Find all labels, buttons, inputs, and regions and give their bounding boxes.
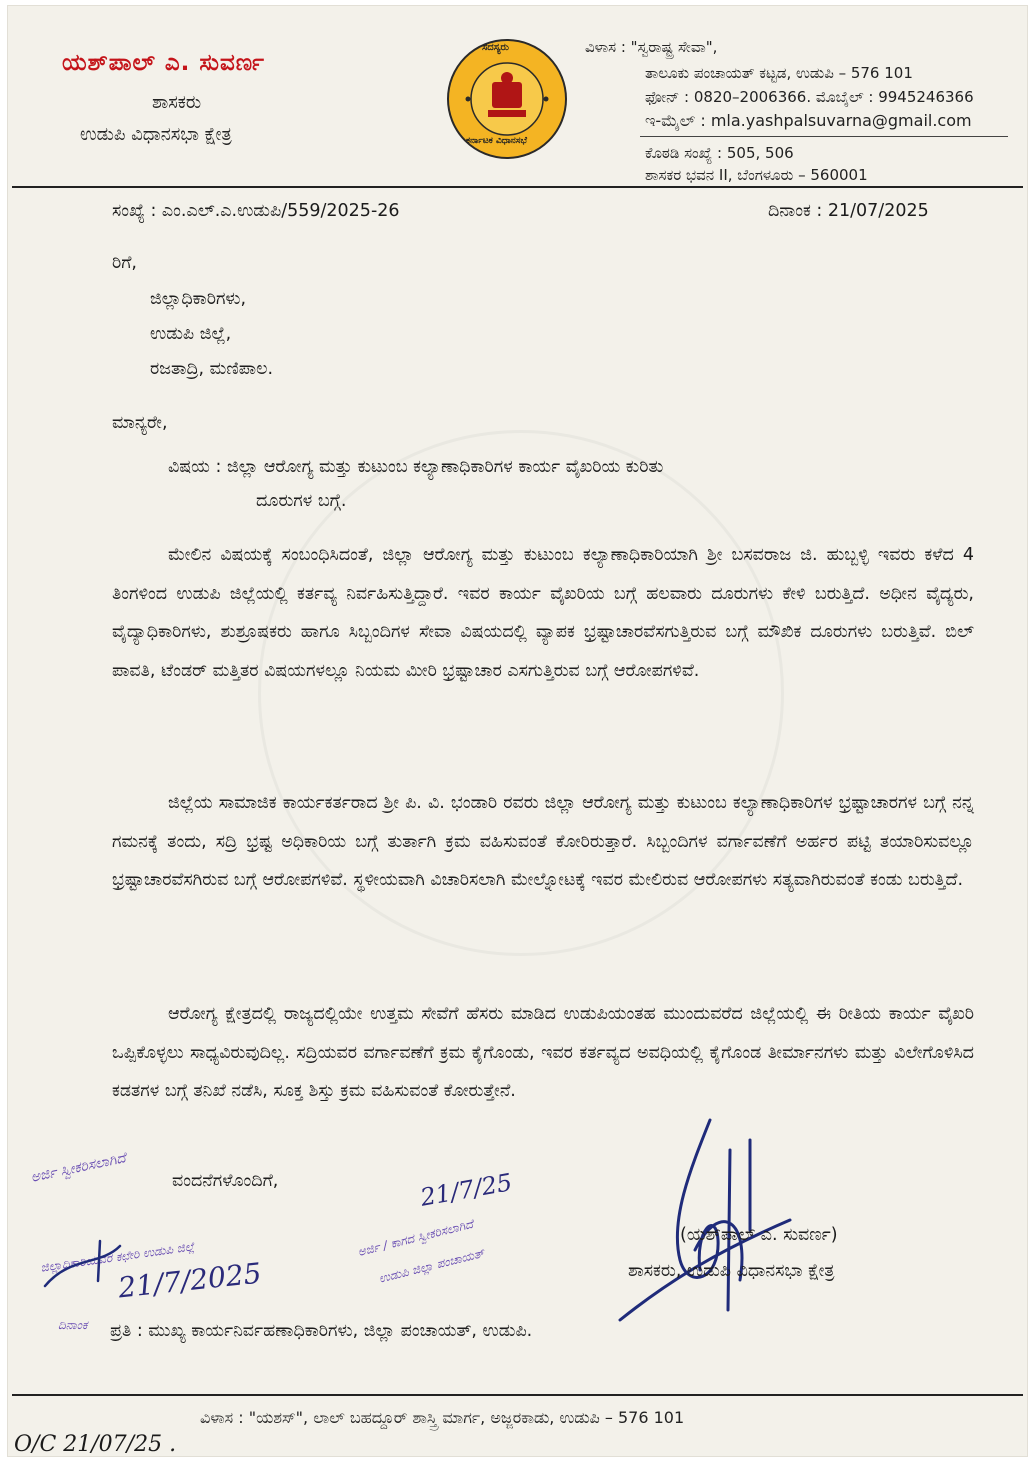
email-line: ಇ-ಮೈಲ್ : mla.yashpalsuvarna@gmail.com — [645, 111, 972, 130]
sender-constituency: ಉಡುಪಿ ವಿಧಾನಸಭಾ ಕ್ಷೇತ್ರ — [80, 124, 232, 145]
seal-text-bottom: ಕರ್ನಾಟಕ ವಿಧಾನಸಭೆ — [466, 136, 528, 146]
stamp-left-date-label: ದಿನಾಂಕ — [58, 1318, 88, 1332]
reference-number: ಸಂಖ್ಯೆ : ಎಂ.ಎಲ್.ಎ.ಉಡುಪಿ/559/2025-26 — [112, 201, 400, 221]
body-paragraph-2 — [112, 784, 974, 900]
address-line-1: ವಿಳಾಸ : "ಸ್ವರಾಷ್ಟ್ರ ಸೇವಾ", — [585, 38, 718, 56]
letter-date: ದಿನಾಂಕ : 21/07/2025 — [768, 201, 929, 221]
paragraph-3-text: ಆರೋಗ್ಯ ಕ್ಷೇತ್ರದಲ್ಲಿ ರಾಜ್ಯದಲ್ಲಿಯೇ ಉತ್ತಮ ಸೇವೆಗೆ ಹೆಸರು ಮಾಡಿದ ಉಡುಪಿಯಂತಹ ಮುಂದುವರೆದ ಜಿಲ್ಲೆಯಲ್ಲಿ ಈ ರೀತಿಯ ಕಾರ್ಯ ವೈಖರಿ ಒಪ್ಪಿಕೊಳ್ಳಲು ಸಾಧ್ಯವಿರುವುದಿಲ್ಲ. ಸದ್ರಿಯವರ ವರ್ಗಾವಣೆಗೆ ಕ್ರಮ ಕೈಗೊಂಡು, ಇವರ ಕರ್ತವ್ಯದ ಅವಧಿಯಲ್ಲಿ ಕೈಗೊಂಡ ತೀರ್ಮಾನಗಳು ಮತ್ತು ವಿಲೇಗೊಳಿಸಿದ ಕಡತಗಳ ಬಗ್ಗೆ ತನಿಖೆ ನಡೆಸಿ, ಸೂಕ್ತ ಶಿಸ್ತು ಕ್ರಮ ವಹಿಸುವಂತೆ ಕೋರುತ್ತೇನೆ. — [112, 1004, 974, 1101]
address-line-2: ತಾಲೂಕು ಪಂಚಾಯತ್ ಕಟ್ಟಡ, ಉಡುಪಿ – 576 101 — [645, 64, 913, 82]
closing: ವಂದನೆಗಳೊಂದಿಗೆ, — [172, 1171, 279, 1191]
subject-line-2: ದೂರುಗಳ ಬಗ್ಗೆ. — [256, 491, 347, 511]
header-rule — [12, 186, 1023, 188]
signatory-name: (ಯಶ್‌ಪಾಲ್ ಎ. ಸುವರ್ಣ) — [680, 1225, 838, 1245]
bhavan-line: ಶಾಸಕರ ಭವನ II, ಬೆಂಗಳೂರು – 560001 — [645, 166, 868, 184]
subject-line-1: ವಿಷಯ : ಜಿಲ್ಲಾ ಆರೋಗ್ಯ ಮತ್ತು ಕುಟುಂಬ ಕಲ್ಯಾಣಾಧಿಕಾರಿಗಳ ಕಾರ್ಯ ವೈಖರಿಯ ಕುರಿತು — [168, 457, 664, 477]
body-paragraph-1 — [112, 536, 974, 690]
stamp-left-scribble-icon — [40, 1236, 160, 1296]
footer-address: ವಿಳಾಸ : "ಯಶಸ್", ಲಾಲ್ ಬಹದ್ದೂರ್ ಶಾಸ್ತ್ರಿ ಮಾರ್ಗ, ಅಜ್ಜರಕಾಡು, ಉಡುಪಿ – 576 101 — [200, 1408, 685, 1427]
recipient-to: ರಿಗೆ, — [112, 253, 137, 273]
signatory-designation: ಶಾಸಕರು, ಉಡುಪಿ ವಿಧಾನಸಭಾ ಕ್ಷೇತ್ರ — [628, 1261, 835, 1281]
stamp-mid-date: 21/7/25 — [418, 1168, 515, 1212]
room-line: ಕೊಠಡಿ ಸಂಖ್ಯೆ : 505, 506 — [645, 144, 794, 162]
stamp-mid-line-2: ಉಡುಪಿ ಜಿಲ್ಲಾ ಪಂಚಾಯತ್ — [377, 1246, 486, 1286]
assembly-seal — [446, 38, 568, 160]
salutation: ಮಾನ್ಯರೇ, — [112, 413, 168, 433]
seal-text-top: ಸದಸ್ಯರು — [482, 42, 509, 53]
stamp-mid-line-1: ಅರ್ಜಿ / ಕಾಗದ ಸ್ವೀಕರಿಸಲಾಗಿದೆ — [356, 1216, 475, 1260]
sender-designation: ಶಾಸಕರು — [152, 92, 202, 113]
copy-to: ಪ್ರತಿ : ಮುಖ್ಯ ಕಾರ್ಯನಿರ್ವಹಣಾಧಿಕಾರಿಗಳು, ಜಿಲ್ಲಾ ಪಂಚಾಯತ್, ಉಡುಪಿ. — [110, 1321, 533, 1341]
paragraph-1-text: ಮೇಲಿನ ವಿಷಯಕ್ಕೆ ಸಂಬಂಧಿಸಿದಂತೆ, ಜಿಲ್ಲಾ ಆರೋಗ್ಯ ಮತ್ತು ಕುಟುಂಬ ಕಲ್ಯಾಣಾಧಿಕಾರಿಯಾಗಿ ಶ್ರೀ ಬಸವರಾಜ ಜಿ. ಹುಬ್ಬಳ್ಳಿ ಇವರು ಕಳೆದ 4 ತಿಂಗಳಿಂದ ಉಡುಪಿ ಜಿಲ್ಲೆಯಲ್ಲಿ ಕರ್ತವ್ಯ ನಿರ್ವಹಿಸುತ್ತಿದ್ದಾರೆ. ಇವರ ಕಾರ್ಯ ವೈಖರಿಯ ಬಗ್ಗೆ ಹಲವಾರು ದೂರುಗಳು ಕೇಳಿ ಬರುತ್ತಿದೆ. ಅಧೀನ ವೈದ್ಯರು, ವೈದ್ಯಾಧಿಕಾರಿಗಳು, ಶುಶ್ರೂಷಕರು ಹಾಗೂ ಸಿಬ್ಬಂದಿಗಳ ಸೇವಾ ವಿಷಯದಲ್ಲಿ ವ್ಯಾಪಕ ಭ್ರಷ್ಟಾಚಾರವೆಸಗುತ್ತಿರುವ ಬಗ್ಗೆ ಮೌಖಿಕ ದೂರುಗಳು ಬರುತ್ತಿವೆ. ಬಿಲ್ ಪಾವತಿ, ಟೆಂಡರ್ ಮತ್ತಿತರ ವಿಷಯಗಳಲ್ಲೂ ನಿಯಮ ಮೀರಿ ಭ್ರಷ್ಟಾಚಾರ ಎಸಗುತ್ತಿರುವ ಬಗ್ಗೆ ಆರೋಪಗಳಿವೆ. — [112, 545, 974, 681]
stamp-left-line-2: ಜಿಲ್ಲಾಧಿಕಾರಿಯವರ ಕಛೇರಿ ಉಡುಪಿ ಜಿಲ್ಲೆ — [39, 1239, 196, 1275]
stamp-left-date: 21/7/2025 — [116, 1256, 263, 1305]
paragraph-2-text: ಜಿಲ್ಲೆಯ ಸಾಮಾಜಿಕ ಕಾರ್ಯಕರ್ತರಾದ ಶ್ರೀ ಪಿ. ವಿ. ಭಂಡಾರಿ ರವರು ಜಿಲ್ಲಾ ಆರೋಗ್ಯ ಮತ್ತು ಕುಟುಂಬ ಕಲ್ಯಾಣಾಧಿಕಾರಿಗಳ ಭ್ರಷ್ಟಾಚಾರಗಳ ಬಗ್ಗೆ ನನ್ನ ಗಮನಕ್ಕೆ ತಂದು, ಸದ್ರಿ ಭ್ರಷ್ಟ ಅಧಿಕಾರಿಯ ಬಗ್ಗೆ ತುರ್ತಾಗಿ ಕ್ರಮ ವಹಿಸುವಂತೆ ಕೋರಿರುತ್ತಾರೆ. ಸಿಬ್ಬಂದಿಗಳ ವರ್ಗಾವಣೆಗೆ ಅರ್ಹರ ಪಟ್ಟಿ ತಯಾರಿಸುವಲ್ಲೂ ಭ್ರಷ್ಟಾಚಾರವೆಸಗಿರುವ ಬಗ್ಗೆ ಆರೋಪಗಳಿವೆ. ಸ್ಥಳೀಯವಾಗಿ ವಿಚಾರಿಸಲಾಗಿ ಮೇಲ್ನೋಟಕ್ಕೆ ಇವರ ಮೇಲಿರುವ ಆರೋಪಗಳು ಸತ್ಯವಾಗಿರುವಂತೆ ಕಂಡು ಬರುತ್ತಿದೆ. — [112, 793, 974, 890]
body-paragraph-3 — [112, 995, 974, 1111]
recipient-line-2: ಉಡುಪಿ ಜಿಲ್ಲೆ, — [150, 324, 232, 344]
recipient-line-3: ರಜತಾದ್ರಿ, ಮಣಿಪಾಲ. — [150, 359, 274, 379]
address-divider — [640, 136, 1008, 137]
sender-name: ಯಶ್‌ಪಾಲ್ ಎ. ಸುವರ್ಣ — [62, 50, 265, 76]
recipient-line-1: ಜಿಲ್ಲಾಧಿಕಾರಿಗಳು, — [150, 289, 247, 309]
handwritten-note: O/C 21/07/25 . — [14, 1432, 177, 1457]
stamp-left-line-1: ಅರ್ಜಿ ಸ್ವೀಕರಿಸಲಾಗಿದೆ — [29, 1150, 128, 1186]
phone-line: ಫೋನ್ : 0820–2006366. ಮೊಬೈಲ್ : 9945246366 — [645, 88, 974, 106]
footer-rule — [12, 1394, 1023, 1396]
